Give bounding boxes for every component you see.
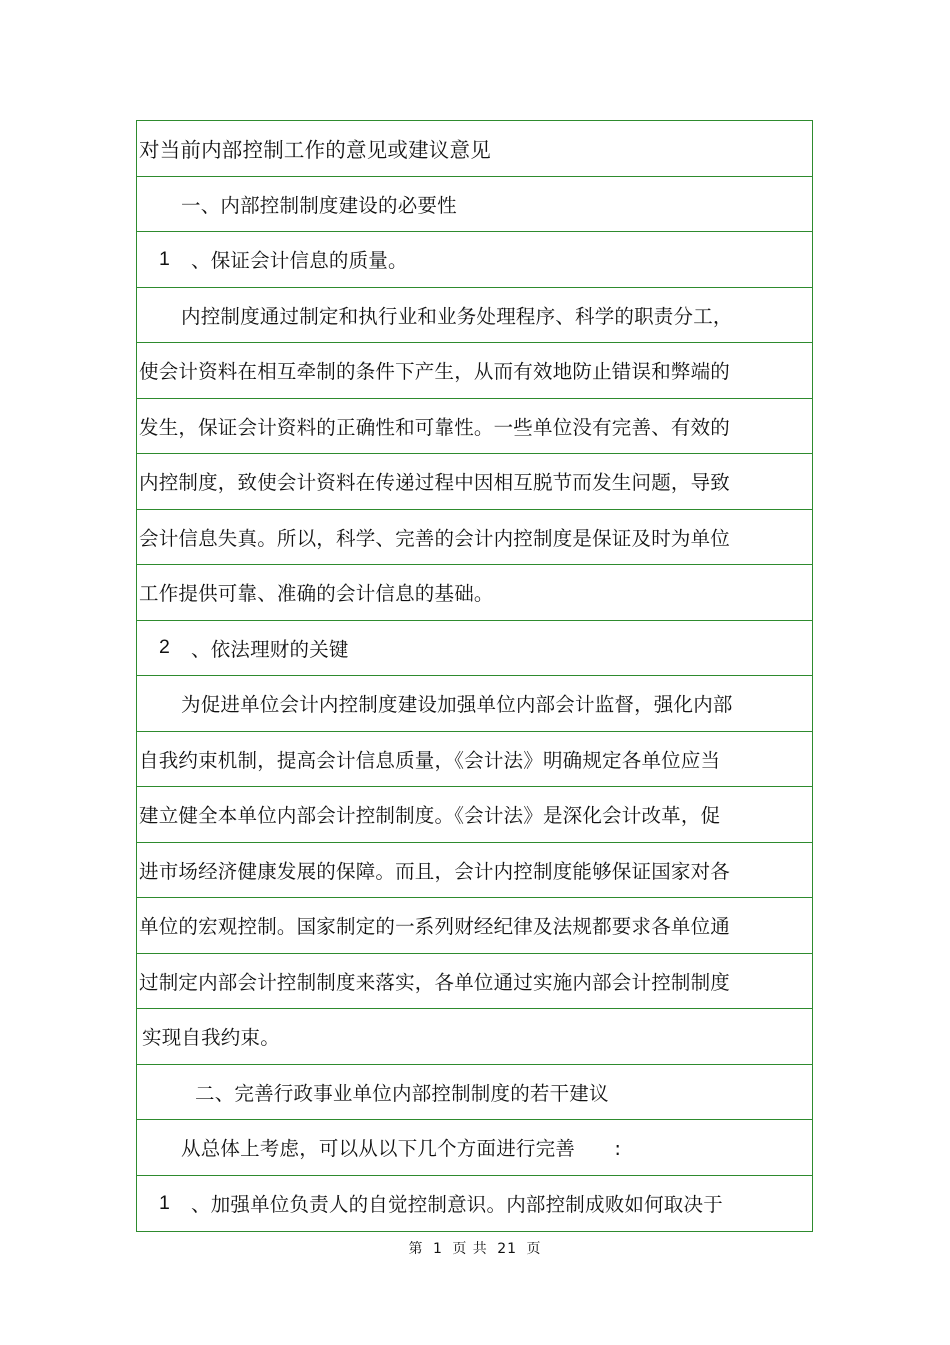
document-row	[137, 177, 812, 233]
list-number: 1	[159, 1191, 171, 1214]
row-text: 二、完善行政事业单位内部控制制度的若干建议	[195, 1081, 609, 1105]
document-row	[137, 399, 812, 455]
row-text: 自我约束机制，提高会计信息质量，《会计法》明确规定各单位应当	[139, 748, 721, 772]
document-row	[137, 343, 812, 399]
document-title	[137, 121, 812, 177]
footer-suffix: 页	[526, 1241, 542, 1257]
document-row	[137, 843, 812, 899]
document-row	[137, 732, 812, 788]
document-row	[137, 1009, 812, 1065]
row-text: 内控制度，致使会计资料在传递过程中因相互脱节而发生问题，导致	[139, 471, 731, 495]
row-text: 一、内部控制制度建设的必要性	[181, 193, 457, 217]
row-text: 发生，保证会计资料的正确性和可靠性。一些单位没有完善、有效的	[139, 415, 731, 439]
document-row	[137, 232, 812, 288]
row-text: 为促进单位会计内控制度建设加强单位内部会计监督，强化内部	[181, 693, 733, 717]
document-row	[137, 787, 812, 843]
document-row	[137, 288, 812, 344]
document-table	[136, 120, 813, 1232]
document-row	[137, 898, 812, 954]
row-text: 、保证会计信息的质量。	[191, 249, 408, 273]
document-title-text: 对当前内部控制工作的意见或建议意见	[139, 138, 491, 163]
row-text: 单位的宏观控制。国家制定的一系列财经纪律及法规都要求各单位通	[139, 915, 731, 939]
footer-middle: 页 共	[452, 1241, 488, 1257]
footer-total-pages: 21	[497, 1241, 518, 1257]
row-text: 进市场经济健康发展的保障。而且，会计内控制度能够保证国家对各	[139, 859, 731, 883]
row-text: 会计信息失真。所以，科学、完善的会计内控制度是保证及时为单位	[139, 526, 731, 550]
document-row	[137, 1120, 812, 1176]
list-number: 2	[159, 636, 171, 659]
document-row	[137, 565, 812, 621]
row-text: 过制定内部会计控制制度来落实，各单位通过实施内部会计控制制度	[139, 970, 731, 994]
row-text: 、依法理财的关键	[191, 637, 349, 661]
row-text: 、加强单位负责人的自觉控制意识。内部控制成败如何取决于	[191, 1193, 723, 1217]
row-text: 从总体上考虑，可以从以下几个方面进行完善 :	[181, 1137, 622, 1161]
document-row	[137, 510, 812, 566]
document-row	[137, 1065, 812, 1121]
row-text: 实现自我约束。	[142, 1026, 280, 1050]
row-text: 内控制度通过制定和执行业和业务处理程序、科学的职责分工，	[181, 304, 733, 328]
row-text: 工作提供可靠、准确的会计信息的基础。	[139, 582, 494, 606]
document-row	[137, 1176, 812, 1232]
page-footer	[0, 1238, 950, 1258]
row-text: 使会计资料在相互牵制的条件下产生，从而有效地防止错误和弊端的	[139, 360, 731, 384]
document-body	[137, 177, 812, 1232]
document-row	[137, 454, 812, 510]
footer-page-number: 1	[432, 1241, 443, 1257]
document-row	[137, 676, 812, 732]
document-row	[137, 621, 812, 677]
list-number: 1	[159, 247, 171, 270]
footer-prefix: 第	[408, 1241, 424, 1257]
document-row	[137, 954, 812, 1010]
row-text: 建立健全本单位内部会计控制制度。《会计法》是深化会计改革，促	[139, 804, 721, 828]
